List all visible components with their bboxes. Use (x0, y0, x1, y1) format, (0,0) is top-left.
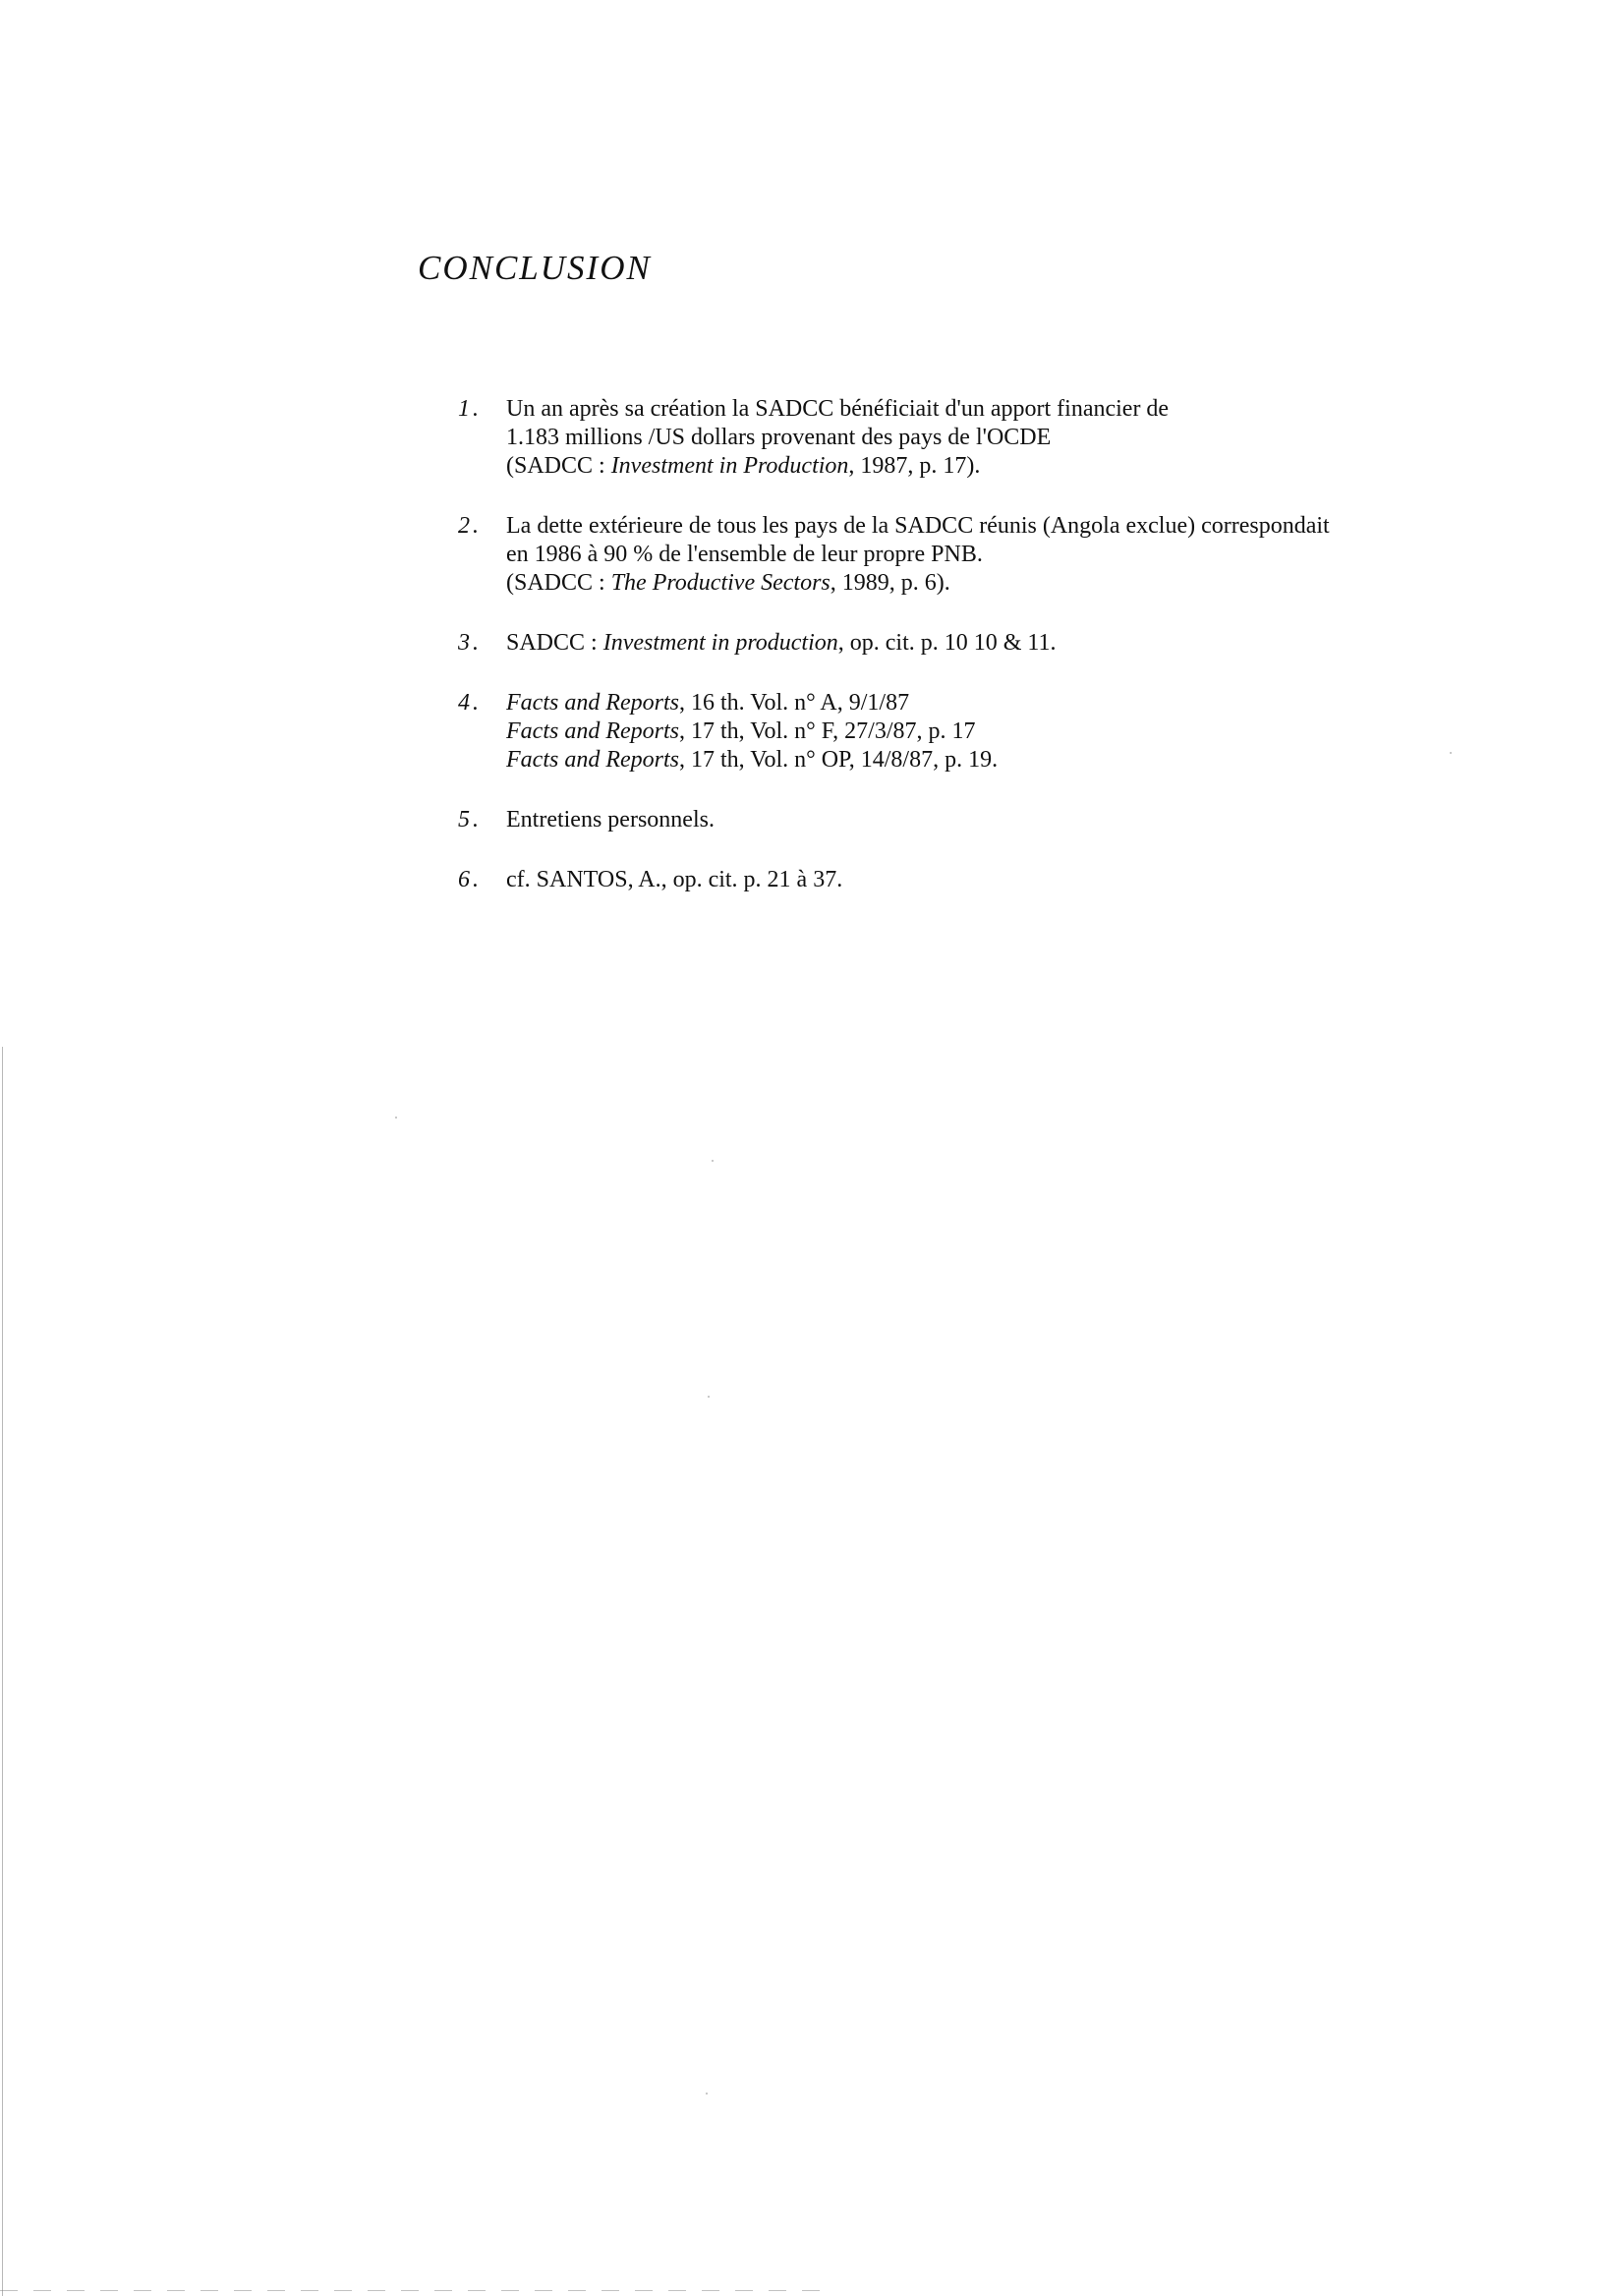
citation-details: , 17 th, Vol. n° OP, 14/8/87, p. 19. (678, 747, 999, 773)
publication-title: Investment in production (602, 630, 838, 656)
endnote-1 (458, 395, 1539, 481)
endnote-number: 4. (458, 690, 482, 716)
endnote-line (506, 541, 1539, 569)
endnote-number: 6. (458, 867, 482, 892)
publication-title: The Productive Sectors (610, 570, 831, 596)
citation-details: , 16 th. Vol. n° A, 9/1/87 (678, 690, 910, 716)
endnote-line (506, 746, 1539, 775)
endnote-text: en 1986 à 90 % de l'ensemble de leur propre PNB. (506, 542, 983, 567)
endnote-line (506, 424, 1539, 452)
scan-edge-line (2, 1047, 3, 2296)
endnote-text: cf. SANTOS, A., op. cit. p. 21 à 37. (506, 867, 843, 892)
endnote-text: (SADCC : (506, 453, 611, 479)
endnote-line (506, 689, 1539, 718)
scan-speck (708, 1396, 710, 1398)
endnote-line (506, 395, 1539, 424)
scan-speck (712, 1160, 714, 1162)
endnote-text: (SADCC : (506, 570, 611, 596)
scan-speck (395, 1117, 397, 1119)
endnote-4 (458, 689, 1539, 775)
citation-details: , 1987, p. 17). (848, 453, 981, 479)
endnote-3 (458, 629, 1539, 658)
endnote-text: Entretiens personnels. (506, 807, 715, 832)
scan-speck (1450, 752, 1452, 754)
endnote-text: SADCC : (506, 630, 603, 656)
endnote-line (506, 806, 1539, 834)
endnote-line (506, 569, 1539, 598)
publication-title: Investment in Production (610, 453, 849, 479)
endnote-2 (458, 512, 1539, 598)
publication-title: Facts and Reports (506, 690, 679, 716)
endnote-5 (458, 806, 1539, 834)
page-title: CONCLUSION (418, 249, 652, 287)
endnote-text: 1.183 millions /US dollars provenant des pays de l'OCDE (506, 425, 1052, 450)
endnote-line (506, 629, 1539, 658)
endnotes-list (458, 395, 1539, 926)
endnote-number: 1. (458, 396, 482, 422)
endnote-line (506, 718, 1539, 746)
scan-speck (706, 2093, 708, 2095)
endnote-line (506, 866, 1539, 894)
endnote-line (506, 512, 1539, 541)
scan-bottom-line (0, 2290, 835, 2291)
endnote-line (506, 452, 1539, 481)
endnote-6 (458, 866, 1539, 894)
publication-title: Facts and Reports (506, 747, 679, 773)
citation-details: , op. cit. p. 10 10 & 11. (837, 630, 1057, 656)
endnote-number: 3. (458, 630, 482, 656)
citation-details: , 17 th, Vol. n° F, 27/3/87, p. 17 (678, 718, 976, 744)
publication-title: Facts and Reports (506, 718, 679, 744)
citation-details: , 1989, p. 6). (830, 570, 950, 596)
endnote-text: Un an après sa création la SADCC bénéficiait d'un apport financier de (506, 396, 1170, 422)
endnote-text: La dette extérieure de tous les pays de la SADCC réunis (Angola exclue) correspondait (506, 513, 1330, 539)
endnote-number: 2. (458, 513, 482, 539)
endnote-number: 5. (458, 807, 482, 832)
